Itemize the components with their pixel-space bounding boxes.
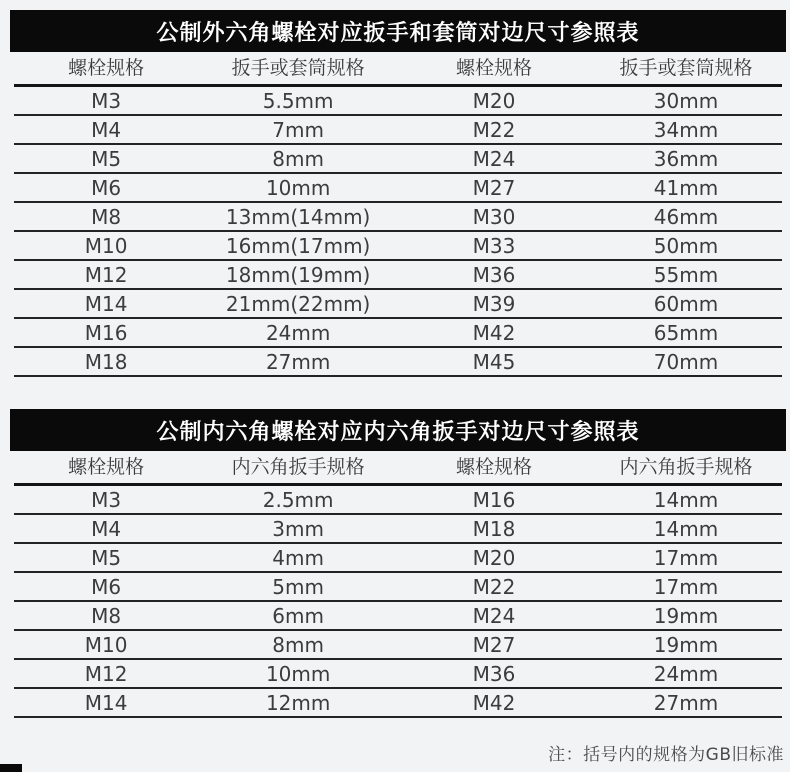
cell-bolt-spec-left: M18	[84, 349, 128, 374]
cell-bolt-spec-left: M16	[84, 320, 128, 345]
table-row	[14, 174, 782, 203]
cell-wrench-spec-left: 27mm	[265, 349, 331, 374]
cell-wrench-spec-left: 16mm(17mm)	[225, 233, 371, 258]
cell-bolt-spec-left: M6	[91, 175, 122, 200]
table-row	[14, 261, 782, 290]
cell-wrench-spec-left: 13mm(14mm)	[225, 204, 371, 229]
corner-bar-decoration	[0, 764, 22, 772]
cell-bolt-spec-right: M39	[472, 291, 516, 316]
cell-bolt-spec-left: M5	[91, 146, 122, 171]
header-hexkey-spec-left: 内六角扳手规格	[231, 455, 365, 478]
cell-wrench-spec-right: 60mm	[653, 291, 719, 316]
cell-hexkey-spec-right: 14mm	[653, 487, 719, 512]
cell-wrench-spec-left: 8mm	[272, 146, 324, 171]
cell-wrench-spec-right: 41mm	[653, 175, 719, 200]
table-row	[14, 203, 782, 232]
table-row	[14, 544, 782, 573]
cell-bolt-spec-right: M22	[472, 574, 516, 599]
cell-wrench-spec-left: 5.5mm	[262, 88, 334, 113]
table-row	[14, 515, 782, 544]
cell-hexkey-spec-right: 27mm	[653, 690, 719, 715]
header-bolt-spec-right: 螺栓规格	[455, 56, 532, 79]
header-bolt-spec-left: 螺栓规格	[68, 455, 145, 478]
cell-hexkey-spec-left: 5mm	[272, 574, 324, 599]
cell-bolt-spec-right: M24	[472, 603, 516, 628]
cell-hexkey-spec-right: 14mm	[653, 516, 719, 541]
external-hex-table-header-row	[14, 52, 782, 87]
cell-hexkey-spec-left: 10mm	[265, 661, 331, 686]
cell-bolt-spec-left: M14	[84, 291, 128, 316]
cell-bolt-spec-right: M24	[472, 146, 516, 171]
cell-bolt-spec-right: M42	[472, 690, 516, 715]
external-hex-table-title: 公制外六角螺栓对应扳手和套筒对边尺寸参照表	[156, 20, 640, 46]
cell-hexkey-spec-left: 3mm	[272, 516, 324, 541]
internal-hex-table-title: 公制内六角螺栓对应内六角扳手对边尺寸参照表	[156, 419, 640, 445]
cell-hexkey-spec-right: 17mm	[653, 545, 719, 570]
table-row	[14, 319, 782, 348]
table-row	[14, 486, 782, 515]
cell-wrench-spec-left: 21mm(22mm)	[225, 291, 371, 316]
cell-bolt-spec-right: M36	[472, 661, 516, 686]
cell-bolt-spec-left: M3	[91, 88, 122, 113]
external-hex-table	[10, 10, 786, 377]
cell-bolt-spec-left: M4	[91, 117, 122, 142]
cell-wrench-spec-left: 7mm	[272, 117, 324, 142]
cell-hexkey-spec-left: 6mm	[272, 603, 324, 628]
cell-hexkey-spec-left: 8mm	[272, 632, 324, 657]
table-row	[14, 116, 782, 145]
cell-bolt-spec-left: M5	[91, 545, 122, 570]
cell-bolt-spec-left: M10	[84, 632, 128, 657]
cell-wrench-spec-right: 55mm	[653, 262, 719, 287]
cell-bolt-spec-left: M8	[91, 603, 122, 628]
cell-wrench-spec-right: 70mm	[653, 349, 719, 374]
table-row	[14, 602, 782, 631]
table-row	[14, 232, 782, 261]
cell-bolt-spec-right: M20	[472, 88, 516, 113]
cell-hexkey-spec-left: 12mm	[265, 690, 331, 715]
cell-bolt-spec-right: M36	[472, 262, 516, 287]
cell-bolt-spec-right: M33	[472, 233, 516, 258]
cell-hexkey-spec-left: 4mm	[272, 545, 324, 570]
table-row	[14, 348, 782, 377]
cell-wrench-spec-right: 34mm	[653, 117, 719, 142]
cell-bolt-spec-left: M14	[84, 690, 128, 715]
cell-bolt-spec-left: M8	[91, 204, 122, 229]
cell-wrench-spec-left: 24mm	[265, 320, 331, 345]
header-wrench-spec-right: 扳手或套筒规格	[619, 56, 753, 79]
cell-wrench-spec-left: 18mm(19mm)	[225, 262, 371, 287]
cell-wrench-spec-right: 65mm	[653, 320, 719, 345]
cell-wrench-spec-right: 50mm	[653, 233, 719, 258]
cell-wrench-spec-left: 10mm	[265, 175, 331, 200]
cell-hexkey-spec-right: 19mm	[653, 603, 719, 628]
cell-bolt-spec-right: M20	[472, 545, 516, 570]
table-row	[14, 290, 782, 319]
table-row	[14, 631, 782, 660]
internal-hex-table	[10, 409, 786, 718]
internal-hex-table-title-bar	[10, 409, 786, 451]
cell-hexkey-spec-right: 19mm	[653, 632, 719, 657]
cell-wrench-spec-right: 36mm	[653, 146, 719, 171]
cell-bolt-spec-right: M30	[472, 204, 516, 229]
table-row	[14, 573, 782, 602]
cell-bolt-spec-left: M12	[84, 262, 128, 287]
table-row	[14, 87, 782, 116]
cell-bolt-spec-left: M6	[91, 574, 122, 599]
external-hex-table-title-bar	[10, 10, 786, 52]
header-hexkey-spec-right: 内六角扳手规格	[619, 455, 753, 478]
cell-bolt-spec-left: M4	[91, 516, 122, 541]
cell-hexkey-spec-right: 24mm	[653, 661, 719, 686]
footnote: 注：括号内的规格为GB旧标准	[548, 745, 784, 765]
table-row	[14, 660, 782, 689]
table-row	[14, 145, 782, 174]
cell-bolt-spec-right: M42	[472, 320, 516, 345]
cell-hexkey-spec-left: 2.5mm	[262, 487, 334, 512]
cell-bolt-spec-right: M27	[472, 175, 516, 200]
header-bolt-spec-left: 螺栓规格	[68, 56, 145, 79]
cell-bolt-spec-right: M18	[472, 516, 516, 541]
cell-bolt-spec-right: M27	[472, 632, 516, 657]
cell-bolt-spec-left: M12	[84, 661, 128, 686]
cell-bolt-spec-left: M3	[91, 487, 122, 512]
table-row	[14, 689, 782, 718]
cell-bolt-spec-right: M16	[472, 487, 516, 512]
cell-bolt-spec-right: M45	[472, 349, 516, 374]
header-bolt-spec-right: 螺栓规格	[455, 455, 532, 478]
cell-wrench-spec-right: 46mm	[653, 204, 719, 229]
cell-bolt-spec-right: M22	[472, 117, 516, 142]
external-hex-table-rows	[14, 87, 782, 377]
cell-hexkey-spec-right: 17mm	[653, 574, 719, 599]
internal-hex-table-header-row	[14, 451, 782, 486]
header-wrench-spec-left: 扳手或套筒规格	[231, 56, 365, 79]
internal-hex-table-rows	[14, 486, 782, 718]
cell-wrench-spec-right: 30mm	[653, 88, 719, 113]
cell-bolt-spec-left: M10	[84, 233, 128, 258]
